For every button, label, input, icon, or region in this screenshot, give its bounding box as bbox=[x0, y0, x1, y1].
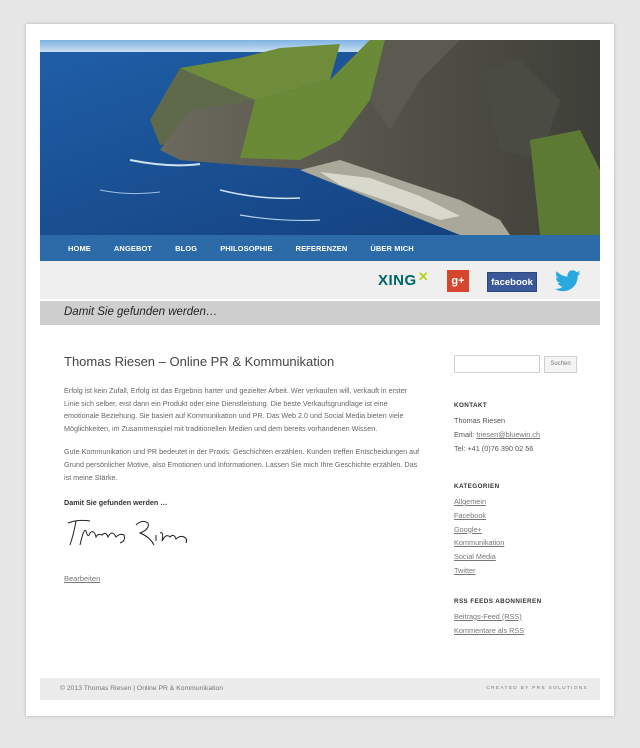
category-link-facebook[interactable]: Facebook bbox=[454, 510, 487, 520]
contact-phone: Tel: +41 (0)76 390 02 56 bbox=[454, 444, 534, 453]
second-paragraph: Gute Kommunikation und PR bedeutet in der Praxis: Geschichten erzählen. Kunden treffen Entscheidungen auf Grund persönlicher Motive, also Emotionen und Informationen. Lassen Sie mich Ihre Geschichte erzählen. Das ist meine Stärke. bbox=[64, 447, 420, 482]
google-plus-icon[interactable]: g+ bbox=[447, 270, 469, 292]
twitter-icon[interactable] bbox=[555, 270, 581, 297]
footer bbox=[40, 678, 600, 700]
xing-icon: ✕ bbox=[417, 269, 430, 284]
nav-ueber-mich[interactable]: ÜBER MICH bbox=[370, 243, 414, 253]
tagline-bar bbox=[40, 301, 600, 325]
search-button[interactable]: Suchen bbox=[544, 356, 577, 373]
sidebar bbox=[454, 355, 584, 637]
nav-philosophie[interactable]: PHILOSOPHIE bbox=[220, 243, 273, 253]
xing-link[interactable] bbox=[378, 269, 430, 289]
main-content bbox=[64, 354, 424, 586]
edit-link[interactable]: Bearbeiten bbox=[64, 574, 101, 584]
nav-referenzen[interactable]: REFERENZEN bbox=[295, 243, 348, 253]
category-link-google-plus[interactable]: Google+ bbox=[454, 524, 482, 534]
contact-email-row bbox=[454, 428, 584, 442]
categories-widget bbox=[454, 483, 584, 578]
nav-home[interactable]: HOME bbox=[68, 243, 91, 253]
social-bar bbox=[40, 261, 600, 299]
main-navigation bbox=[40, 235, 600, 261]
nav-blog[interactable]: BLOG bbox=[175, 243, 198, 253]
nav-angebot[interactable]: ANGEBOT bbox=[113, 243, 153, 253]
rss-widget bbox=[454, 598, 584, 638]
category-link-social-media[interactable]: Social Media bbox=[454, 552, 496, 562]
xing-label: XING bbox=[378, 272, 417, 289]
contact-title: KONTAKT bbox=[454, 402, 488, 409]
footer-copyright: © 2013 Thomas Riesen | Online PR & Kommunikation bbox=[60, 685, 224, 692]
search-form bbox=[454, 355, 584, 373]
tagline-text: Damit Sie gefunden werden… bbox=[64, 306, 218, 318]
categories-title: KATEGORIEN bbox=[454, 483, 500, 490]
category-link-allgemein[interactable]: Allgemein bbox=[454, 497, 487, 506]
email-link[interactable]: triesen@bluewin.ch bbox=[476, 430, 541, 439]
rss-posts-link[interactable]: Beitrags-Feed (RSS) bbox=[454, 611, 522, 621]
email-label: Email: bbox=[454, 430, 477, 439]
footer-credit-link[interactable]: CREATED BY PRS SOLUTIONS bbox=[486, 686, 588, 691]
contact-widget bbox=[454, 402, 584, 456]
category-link-twitter[interactable]: Twitter bbox=[454, 565, 476, 575]
signature-image bbox=[64, 515, 424, 556]
rss-comments-link[interactable]: Kommentare als RSS bbox=[454, 625, 525, 635]
category-link-kommunikation[interactable]: Kommunikation bbox=[454, 538, 505, 548]
search-input[interactable] bbox=[454, 355, 540, 373]
contact-name: Thomas Riesen bbox=[454, 416, 506, 425]
intro-paragraph: Erfolg ist kein Zufall, Erfolg ist das Ergebnis harter und gezielter Arbeit. Wer verkaufen will, verkauft in erster Linie sich selber, erst dann ein Produkt oder eine Dienstleistung. Die beste Verkaufsgrundlage ist eine emotionale Beziehung. Sie basiert auf Kommunikation und PR. Das Web 2.0 und Social Media bieten viele Möglichkeiten, im Zusammenspiel mit traditionellen Medien und dem bereits vorhandenen Wissen. bbox=[64, 386, 408, 433]
rss-title: RSS FEEDS ABONNIEREN bbox=[454, 597, 542, 605]
sub-heading: Damit Sie gefunden werden … bbox=[64, 498, 168, 508]
facebook-icon[interactable]: facebook bbox=[487, 272, 537, 292]
page-container bbox=[26, 24, 614, 716]
header-cliffs-image bbox=[40, 40, 600, 235]
page-title: Thomas Riesen – Online PR & Kommunikation bbox=[64, 354, 335, 369]
